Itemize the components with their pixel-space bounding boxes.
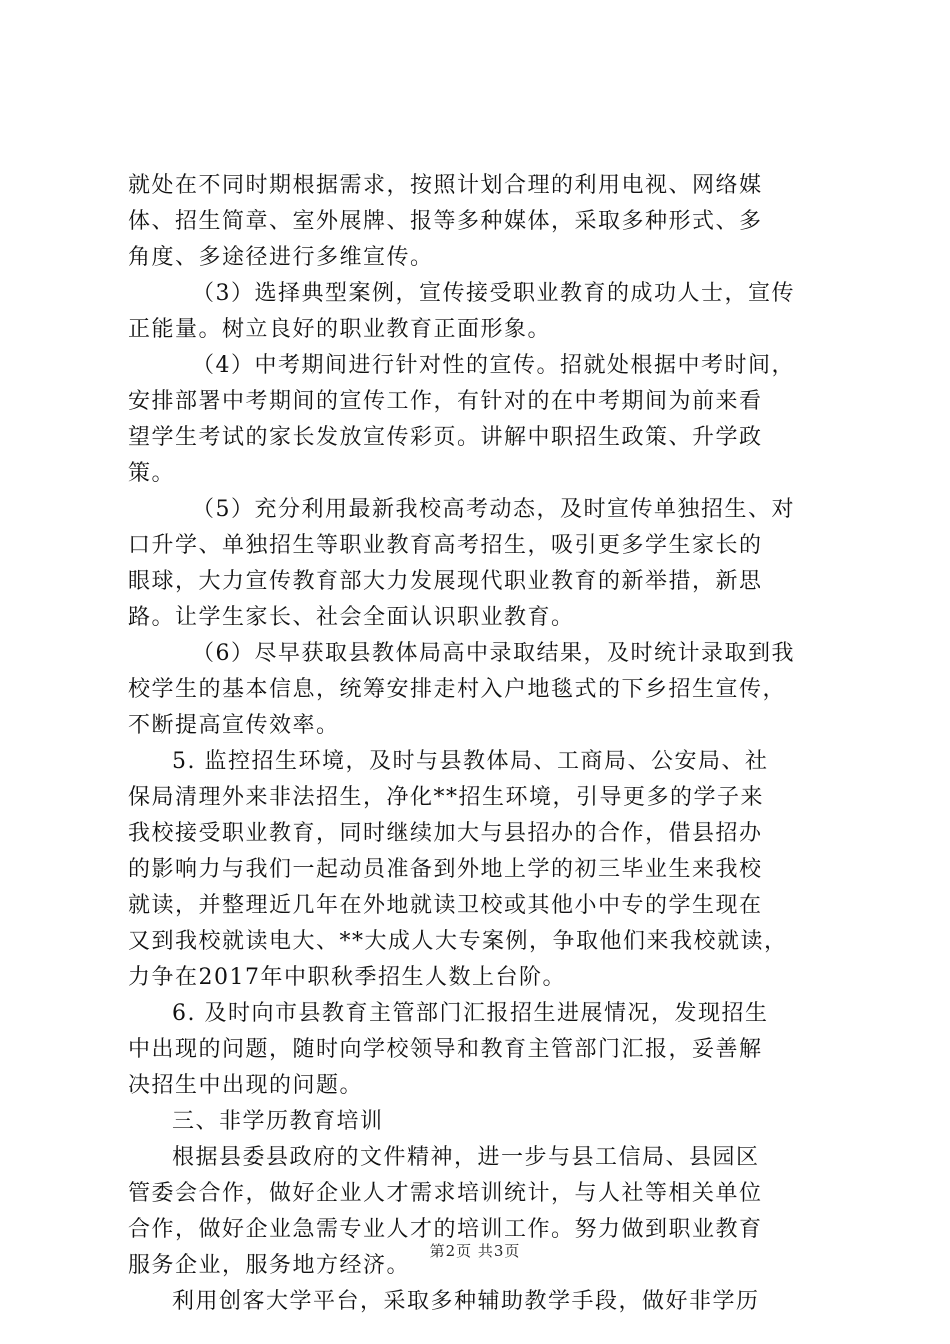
section-heading: 三、非学历教育培训 (172, 1109, 384, 1134)
text-line: 管委会合作，做好企业人才需求培训统计，与人社等相关单位 (128, 1181, 763, 1206)
text-line: 又到我校就读电大、**大成人大专案例，争取他们来我校就读， (128, 929, 788, 954)
text-line: 5. 监控招生环境，及时与县教体局、工商局、公安局、社 (172, 749, 769, 774)
text-line: 力争在2017年中职秋季招生人数上台阶。 (128, 965, 566, 990)
text-line: 保局清理外来非法招生，净化**招生环境，引导更多的学子来 (128, 785, 765, 810)
text-line: （3）选择典型案例，宣传接受职业教育的成功人士，宣传 (192, 281, 795, 306)
page-number: 第2页 共3页 (429, 1242, 521, 1260)
text-line: 合作，做好企业急需专业人才的培训工作。努力做到职业教育 (128, 1217, 763, 1242)
text-line: 路。让学生家长、社会全面认识职业教育。 (128, 605, 575, 630)
text-line: （5）充分利用最新我校高考动态，及时宣传单独招生、对 (192, 497, 795, 522)
text-line: 就读，并整理近几年在外地就读卫校或其他小中专的学生现在 (128, 893, 763, 918)
text-line: 决招生中出现的问题。 (128, 1073, 364, 1098)
text-line: 策。 (128, 461, 176, 486)
text-line: 角度、多途径进行多维宣传。 (128, 245, 434, 270)
text-line: 6. 及时向市县教育主管部门汇报招生进展情况，发现招生 (172, 1001, 769, 1026)
text-line: 眼球，大力宣传教育部大力发展现代职业教育的新举措，新思 (128, 569, 763, 594)
text-line: 望学生考试的家长发放宣传彩页。讲解中职招生政策、升学政 (128, 425, 763, 450)
text-line: （6）尽早获取县教体局高中录取结果，及时统计录取到我 (192, 641, 795, 666)
text-line: 利用创客大学平台，采取多种辅助教学手段，做好非学历 (172, 1289, 760, 1314)
text-line: 根据县委县政府的文件精神，进一步与县工信局、县园区 (172, 1145, 760, 1170)
text-line: 校学生的基本信息，统筹安排走村入户地毯式的下乡招生宣传， (128, 677, 787, 702)
text-line: 体、招生简章、室外展牌、报等多种媒体，采取多种形式、多 (128, 209, 763, 234)
text-line: 的影响力与我们一起动员准备到外地上学的初三毕业生来我校 (128, 857, 763, 882)
text-line: 服务企业，服务地方经济。 (128, 1253, 411, 1278)
body-text (128, 168, 828, 1320)
text-line: 正能量。树立良好的职业教育正面形象。 (128, 317, 552, 342)
text-line: 我校接受职业教育，同时继续加大与县招办的合作，借县招办 (128, 821, 763, 846)
text-line: 不断提高宣传效率。 (128, 713, 340, 738)
text-line: 安排部署中考期间的宣传工作，有针对的在中考期间为前来看 (128, 389, 763, 414)
text-line: 中出现的问题，随时向学校领导和教育主管部门汇报，妥善解 (128, 1037, 763, 1062)
text-line: （4）中考期间进行针对性的宣传。招就处根据中考时间， (192, 353, 795, 378)
text-line: 口升学、单独招生等职业教育高考招生，吸引更多学生家长的 (128, 533, 763, 558)
text-line: 就处在不同时期根据需求，按照计划合理的利用电视、网络媒 (128, 173, 763, 198)
